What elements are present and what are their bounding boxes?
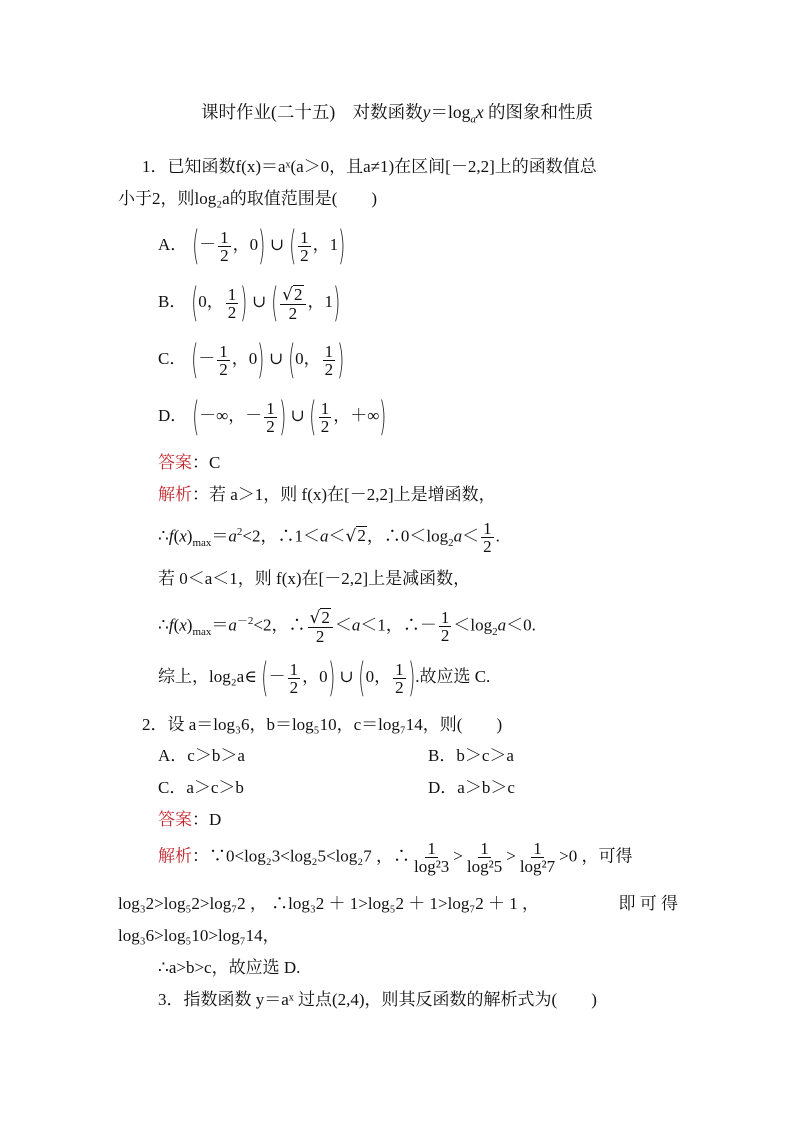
q1-stem-line2: 小于2，则log₂a的取值范围是( ) [118,189,378,208]
q2-analysis-line3: log₃6>log₅10>log₇14， [118,926,280,945]
q1-answer: 答案：C [158,453,221,472]
q2-option-a: A．c＞b＞a [158,746,245,765]
q1-analysis-line2: $\therefore f(x)_{max}=a^2<2$，∴1＜a＜√2，$\therefore 0<\log_2a<$ $\frac{1}{2}$ . [158,519,500,556]
q2-option-b: B．b＞c＞a [428,746,514,765]
q2-analysis-line2: log₃2>log₅2>log₇2 ， ∴log₃2 ＋ 1>log₅2 ＋ 1>log₇2 ＋ 1 ， 即 可 得 [118,894,678,913]
q1-option-a: A． (－ $\frac{1}{2}$ ，0) ∪ ( $\frac{1}{2}$ ，1) [158,223,346,269]
page-title: 课时作业(二十五) 对数函数$y=\log_ax$ 的图象和性质 [201,102,593,126]
q1-option-d: D． (－∞，－ $\frac{1}{2}$ ) ∪ ( $\frac{1}{2}$ ，＋∞) [158,394,387,440]
q2-option-c: C．a＞c＞b [158,778,244,797]
q3-stem: 3．指数函数 y＝aˣ 过点(2,4)，则其反函数的解析式为( ) [158,990,597,1009]
q1-analysis-line3: 若 0＜a＜1，则 f(x)在[－2,2]上是减函数， [158,569,471,588]
q2-analysis-line4: ∴a>b>c，故应选 D. [158,958,301,977]
q2-answer: 答案：D [158,810,222,829]
q1-stem-line1: 1．已知函数f(x)＝aˣ(a＞0，且a≠1)在区间[－2,2]上的函数值总 [142,157,597,176]
q1-option-b: B． (0， $\frac{1}{2}$ ) ∪ ( $\frac{√2}{2}$ ，1) [158,280,341,326]
q2-option-d: D．a＞b＞c [428,778,515,797]
q1-analysis-line4: $\therefore f(x)_{max}=a^{-2}<2$，∴ $\frac{√2}{2}$ ＜a＜1，∴－ $\frac{1}{2}$ $<\log_2a<0$. [158,608,536,646]
q1-option-c: C． (－ $\frac{1}{2}$ ，0) ∪ (0， $\frac{1}{2}$ ) [158,337,345,383]
q1-analysis-line5: 综上，log₂a∈ (－ $\frac{1}{2}$ ，0) ∪ (0， $\frac{1}{2}$ ).故应选 C. [158,655,491,701]
q2-stem: 2．设 a＝log₃6，b＝log₅10，c＝log₇14，则( ) [142,715,503,734]
q2-analysis-line1: 解析：∵0<log₂3<log₂5<log₂7 ，∴ $\frac{1}{\text{log²3}}$ > $\frac{1}{\text{log²5}}$ > $\frac{1}{\text{log²7}}$ >0 ，可得 [158,839,633,876]
q1-analysis-line1: 解析：若 a＞1，则 f(x)在[－2,2]上是增函数， [158,485,496,504]
